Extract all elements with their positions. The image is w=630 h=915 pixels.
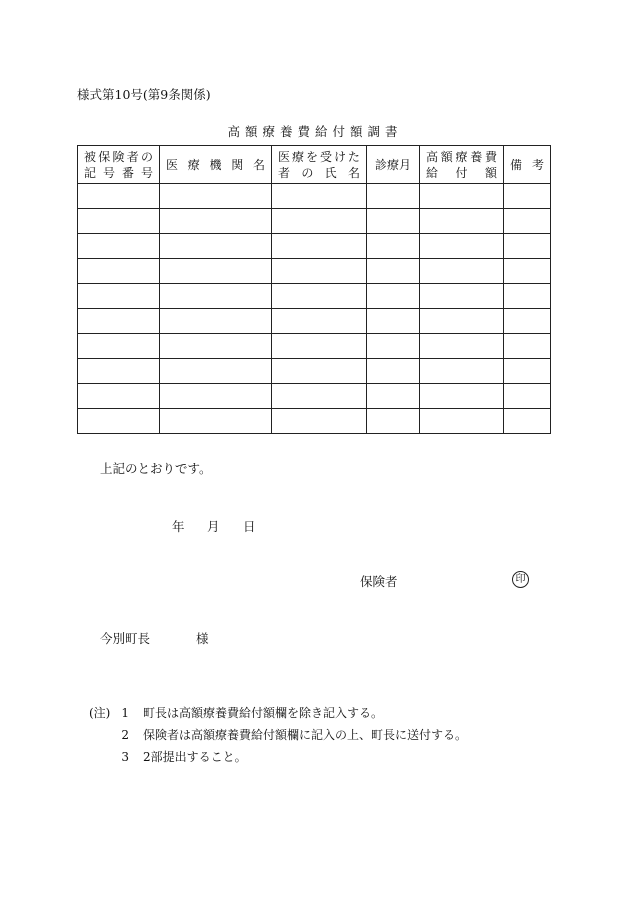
header-line: 記 号 番 号	[84, 165, 153, 180]
note-number: 1	[121, 706, 129, 720]
table-cell	[272, 184, 367, 209]
note-item	[89, 727, 467, 749]
addressee-name: 今別町長	[100, 631, 151, 646]
table-row	[78, 209, 551, 234]
note-text: 2部提出すること。	[143, 750, 247, 764]
notes-section	[89, 705, 467, 771]
table-cell	[504, 409, 551, 434]
date-month: 月	[207, 519, 220, 534]
table-cell	[160, 209, 272, 234]
table-cell	[160, 184, 272, 209]
note-text: 保険者は高額療養費給付額欄に記入の上、町長に送付する。	[143, 728, 468, 742]
table-cell	[504, 284, 551, 309]
table-cell	[420, 209, 504, 234]
header-remarks	[504, 146, 551, 184]
header-line: 医 療 機 関 名	[166, 157, 265, 172]
table-cell	[272, 209, 367, 234]
table-row	[78, 359, 551, 384]
table-cell	[160, 359, 272, 384]
table-cell	[420, 359, 504, 384]
header-line: 給 付 額	[426, 165, 497, 180]
header-treatment-month	[367, 146, 420, 184]
table-cell	[504, 234, 551, 259]
table-cell	[160, 409, 272, 434]
table-cell	[367, 209, 420, 234]
table-row	[78, 334, 551, 359]
date-day: 日	[243, 519, 256, 534]
header-patient-name	[272, 146, 367, 184]
note-number: 3	[121, 750, 129, 764]
table-cell	[420, 384, 504, 409]
table-cell	[420, 234, 504, 259]
table-cell	[420, 184, 504, 209]
table-cell	[78, 334, 160, 359]
notes-prefix: (注)	[89, 706, 111, 720]
table-cell	[78, 234, 160, 259]
table-cell	[367, 409, 420, 434]
table-cell	[78, 409, 160, 434]
table-header-row	[78, 146, 551, 184]
header-line: 被 保 険 者 の	[84, 149, 153, 164]
insurer-label: 保険者	[360, 574, 398, 589]
table-cell	[367, 359, 420, 384]
table-cell	[504, 334, 551, 359]
header-medical-institution	[160, 146, 272, 184]
table-cell	[367, 259, 420, 284]
table-cell	[272, 409, 367, 434]
table-cell	[504, 209, 551, 234]
table-cell	[272, 284, 367, 309]
table-cell	[272, 384, 367, 409]
table-cell	[272, 234, 367, 259]
table-cell	[160, 384, 272, 409]
table-cell	[504, 259, 551, 284]
table-cell	[160, 284, 272, 309]
note-item	[89, 749, 467, 771]
header-line: 医 療 を 受 け た	[278, 149, 360, 164]
benefit-table	[77, 145, 551, 434]
table-cell	[78, 309, 160, 334]
table-cell	[367, 184, 420, 209]
seal-mark: 印	[512, 571, 529, 588]
header-line: 者 の 氏 名	[278, 165, 360, 180]
table-cell	[420, 334, 504, 359]
table-cell	[78, 209, 160, 234]
note-text: 町長は高額療養費給付額欄を除き記入する。	[143, 706, 384, 720]
table-cell	[367, 234, 420, 259]
table-cell	[78, 284, 160, 309]
table-row	[78, 284, 551, 309]
table-cell	[78, 259, 160, 284]
header-line: 高 額 療 養 費	[426, 149, 497, 164]
table-row	[78, 259, 551, 284]
table-cell	[504, 384, 551, 409]
table-cell	[367, 284, 420, 309]
table-cell	[367, 334, 420, 359]
header-line: 診療月	[374, 157, 411, 172]
header-line: 備 考	[510, 157, 544, 172]
table-cell	[420, 284, 504, 309]
note-item	[89, 705, 467, 727]
table-cell	[420, 259, 504, 284]
date-year: 年	[172, 519, 185, 534]
table-cell	[272, 359, 367, 384]
table-row	[78, 309, 551, 334]
statement-text: 上記のとおりです。	[100, 461, 212, 476]
table-cell	[272, 259, 367, 284]
table-row	[78, 234, 551, 259]
table-cell	[367, 309, 420, 334]
header-insured-number	[78, 146, 160, 184]
table-cell	[78, 359, 160, 384]
table-cell	[160, 334, 272, 359]
header-benefit-amount	[420, 146, 504, 184]
table-row	[78, 384, 551, 409]
table-cell	[504, 184, 551, 209]
table-cell	[420, 309, 504, 334]
form-number: 様式第10号(第9条関係)	[77, 87, 211, 102]
table-row	[78, 184, 551, 209]
table-cell	[78, 384, 160, 409]
table-cell	[272, 309, 367, 334]
table-cell	[504, 359, 551, 384]
table-cell	[78, 184, 160, 209]
table-cell	[420, 409, 504, 434]
table-cell	[160, 234, 272, 259]
table-row	[78, 409, 551, 434]
table-cell	[504, 309, 551, 334]
table-cell	[160, 309, 272, 334]
note-number: 2	[121, 728, 129, 742]
table-cell	[367, 384, 420, 409]
table-cell	[160, 259, 272, 284]
addressee-honorific: 様	[196, 631, 209, 646]
document-title: 高額療養費給付額調書	[227, 124, 403, 139]
table-cell	[272, 334, 367, 359]
